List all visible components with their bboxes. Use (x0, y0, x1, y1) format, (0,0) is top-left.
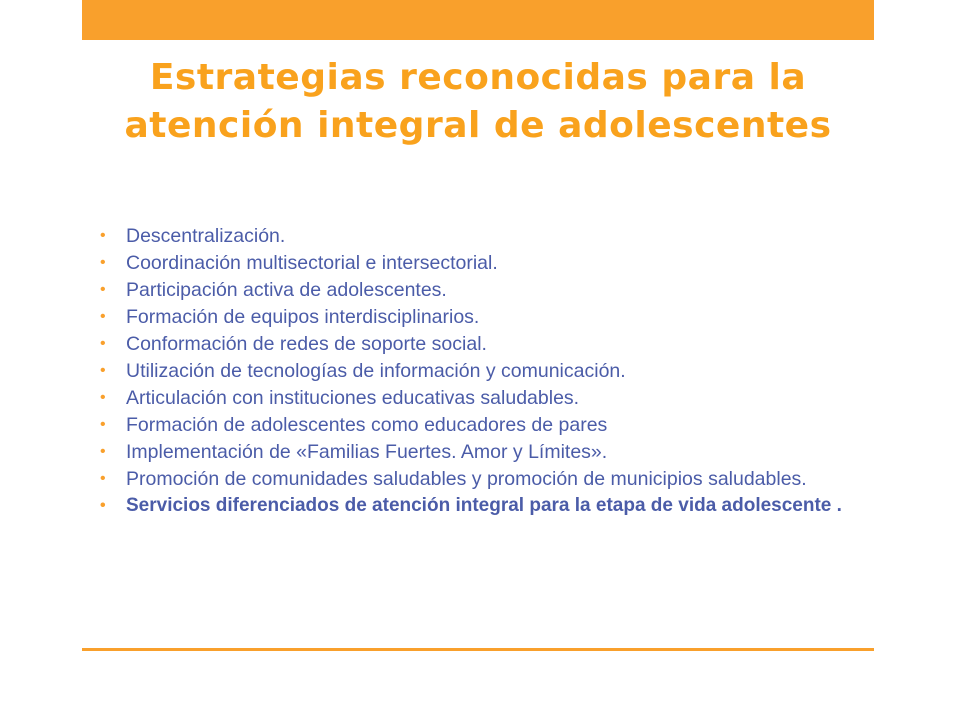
bottom-accent-line (82, 648, 874, 651)
bullet-item (100, 252, 860, 274)
slide-title: Estrategias reconocidas para la atención integral de adolescentes (124, 57, 832, 146)
bullet-text: Conformación de redes de soporte social. (126, 333, 487, 355)
bullet-marker: • (100, 497, 106, 514)
bullet-marker: • (100, 362, 106, 379)
bullet-item (100, 414, 860, 436)
bullet-marker: • (100, 389, 106, 406)
bullet-item-highlighted (100, 495, 860, 517)
bullet-text: Coordinación multisectorial e intersectorial. (126, 252, 498, 274)
bullet-text: Implementación de «Familias Fuertes. Amor y Límites». (126, 441, 608, 463)
bullet-marker: • (100, 416, 106, 433)
bullet-item (100, 333, 860, 355)
bullet-text: Utilización de tecnologías de información y comunicación. (126, 360, 626, 382)
bullet-text: Descentralización. (126, 225, 286, 247)
bullet-marker: • (100, 254, 106, 271)
bullet-marker: • (100, 470, 106, 487)
top-accent-bar (82, 0, 874, 40)
bullet-item (100, 306, 860, 328)
bullet-item (100, 360, 860, 382)
bullet-marker: • (100, 227, 106, 244)
bullet-item (100, 468, 860, 490)
bullet-marker: • (100, 308, 106, 325)
bullet-list (100, 225, 860, 522)
bullet-marker: • (100, 335, 106, 352)
bullet-text: Participación activa de adolescentes. (126, 279, 447, 301)
bullet-text: Promoción de comunidades saludables y promoción de municipios saludables. (126, 468, 807, 490)
bullet-marker: • (100, 281, 106, 298)
bullet-text: Servicios diferenciados de atención integral para la etapa de vida adolescente . (126, 495, 842, 516)
bullet-item (100, 279, 860, 301)
bullet-item (100, 441, 860, 463)
bullet-text: Formación de adolescentes como educadores de pares (126, 414, 608, 436)
bullet-item (100, 225, 860, 247)
bullet-item (100, 387, 860, 409)
bullet-text: Articulación con instituciones educativas saludables. (126, 387, 580, 409)
bullet-marker: • (100, 443, 106, 460)
bullet-text: Formación de equipos interdisciplinarios. (126, 306, 480, 328)
